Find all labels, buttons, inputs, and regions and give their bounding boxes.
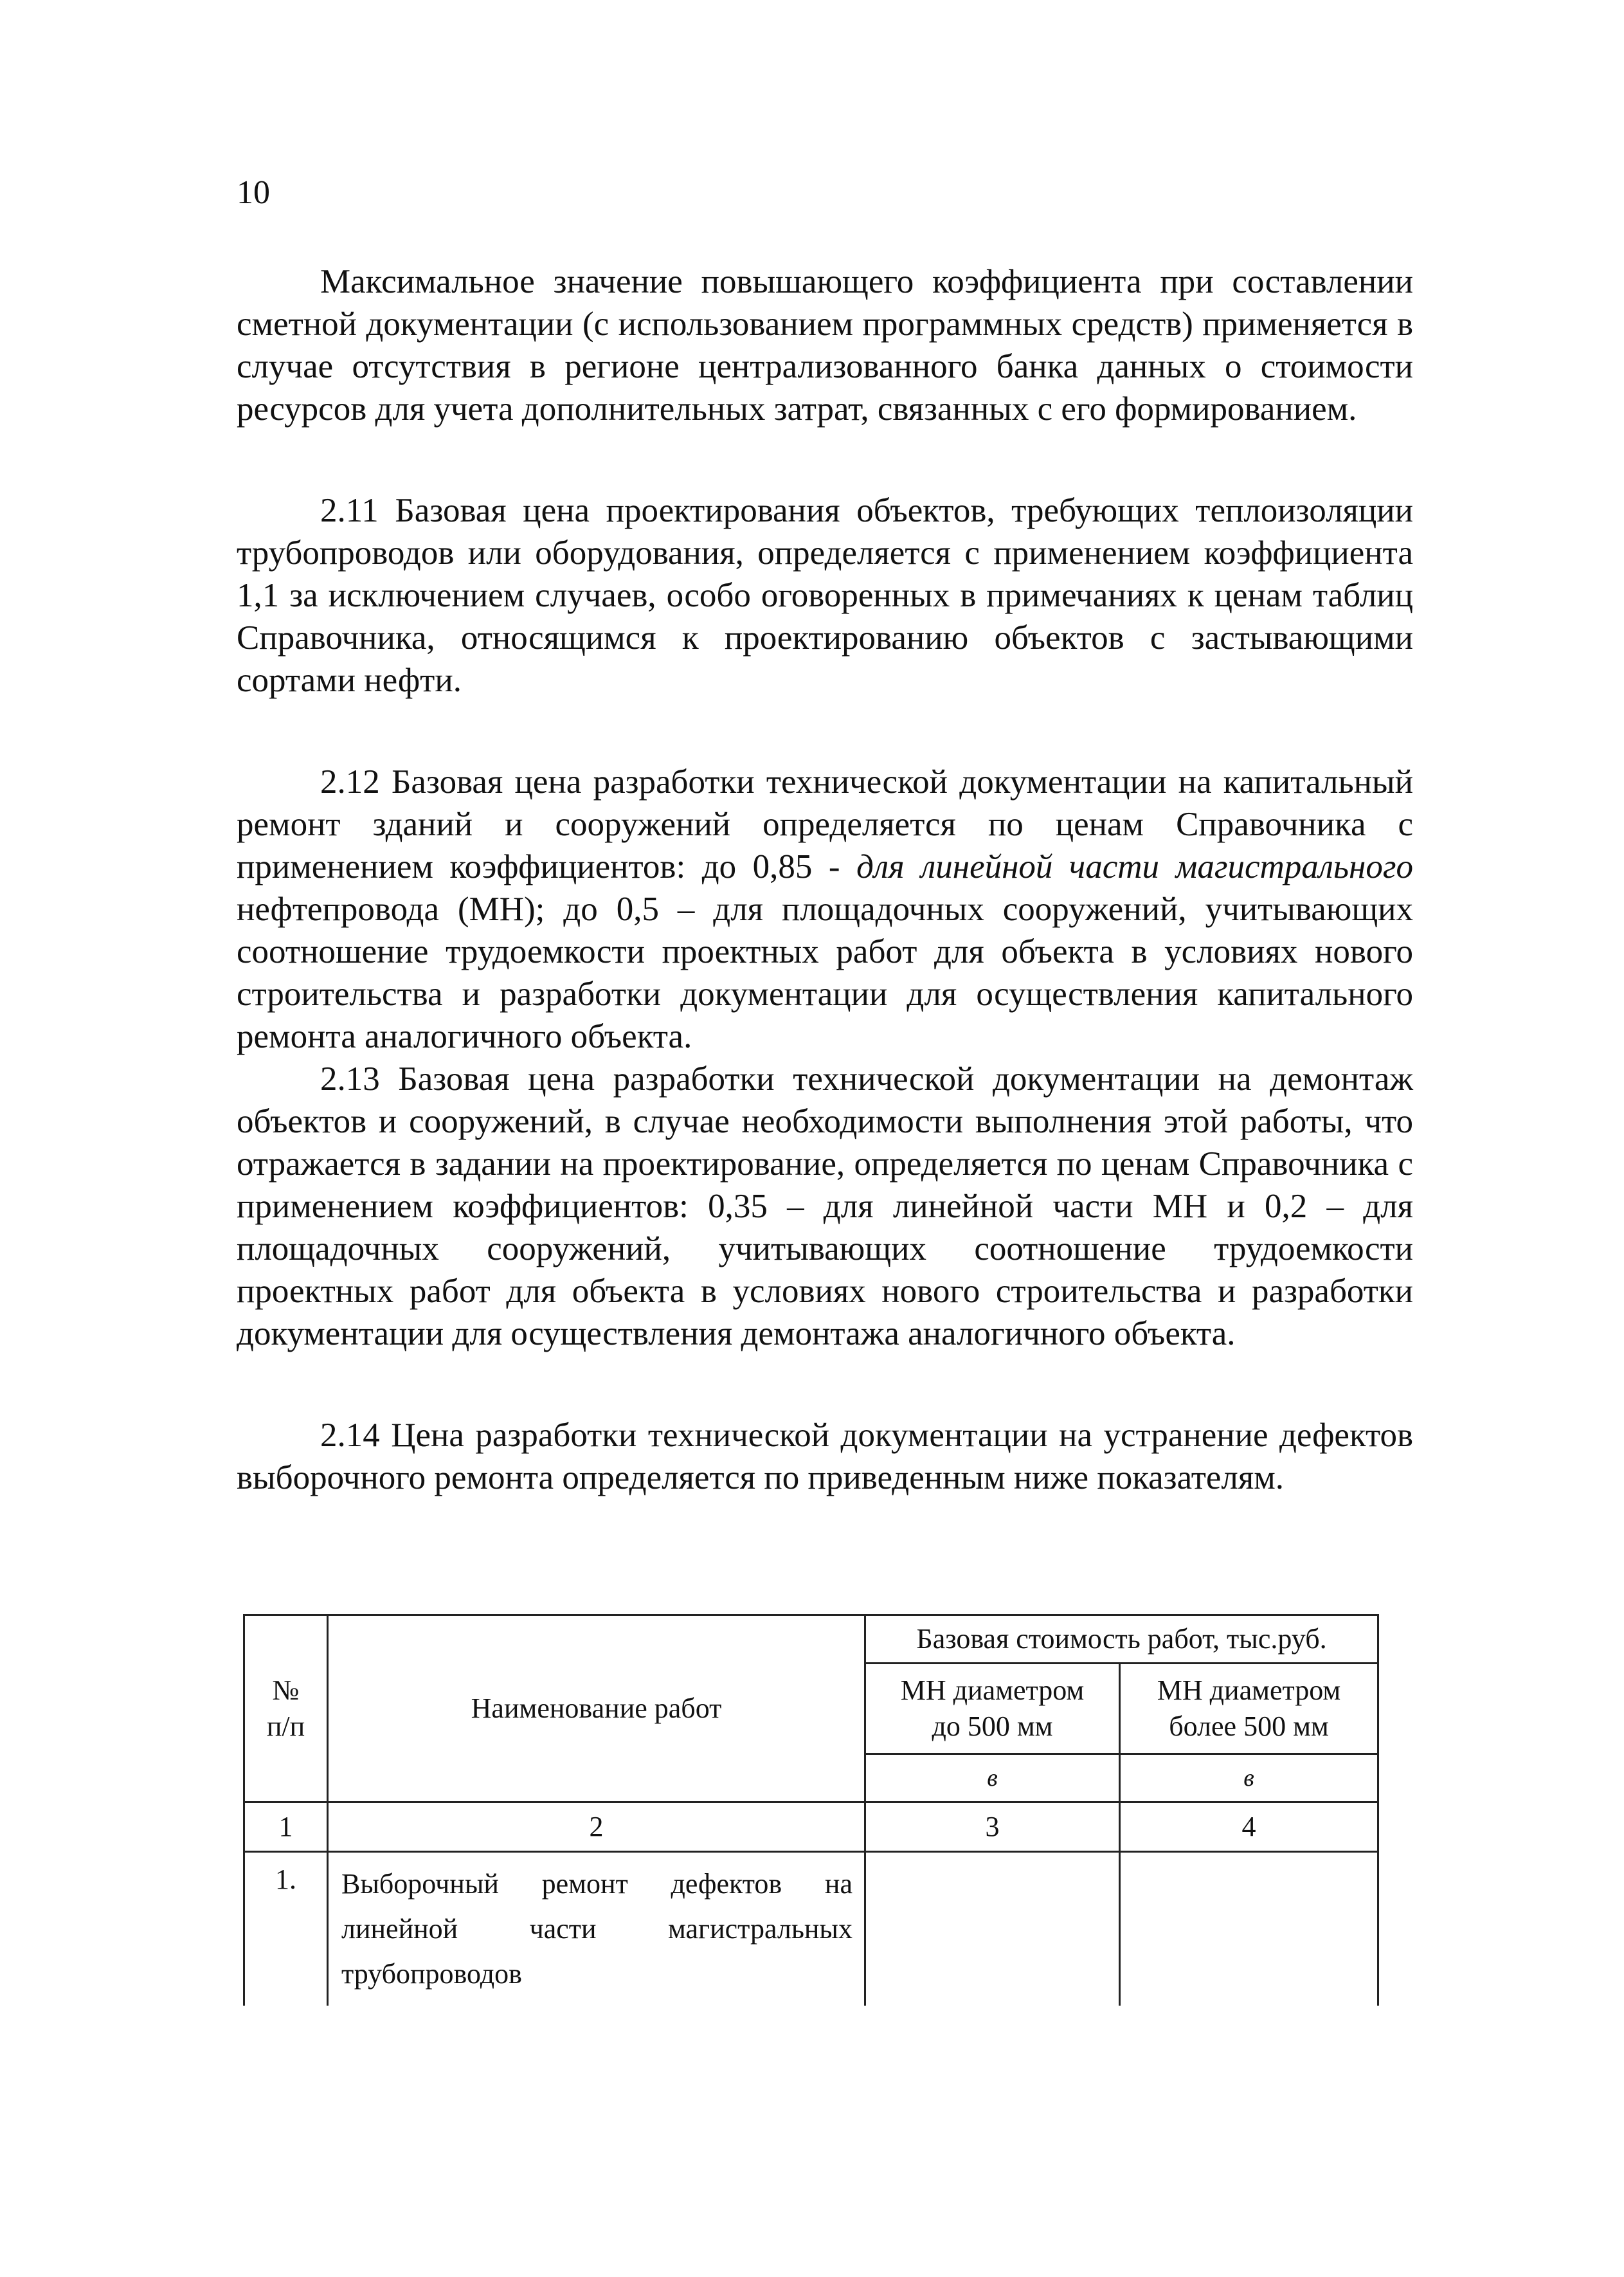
row-num: 1. [244,1852,328,2006]
row-value-a [865,1852,1120,2006]
header-base-cost: Базовая стоимость работ, тыс.руб. [865,1615,1378,1664]
paragraph-2-14: 2.14 Цена разработки технической документации на устранение дефектов выборочного ремонта определяется по приведенным ниже показателям. [237,1417,1413,1496]
header-unit-a: в [865,1754,1120,1802]
paragraph-2-12-part-1: 2.12 Базовая цена разработки технической документации на капитальный ремонт зданий и сооружений определяется по ценам Справочника с применением коэффициентов: до 0,85 - [237,763,1413,885]
header-diameter-under-500: МН диаметром до 500 мм [865,1664,1120,1754]
cost-table [243,1614,1379,2006]
paragraph-2-12 [237,761,1413,1058]
table-row [244,1852,1378,2006]
cost-table-container [243,1614,1377,2006]
column-number-2: 2 [328,1802,865,1852]
document-body [237,260,1413,1499]
row-value-b [1120,1852,1378,2006]
paragraph-2-12-italic: для линейной части магистрального [856,848,1414,885]
row-name: Выборочный ремонт дефектов на линейной части магистральных трубопроводов [328,1852,865,2006]
paragraph-2-11: 2.11 Базовая цена проектирования объектов, требующих теплоизоляции трубопроводов или оборудования, определяется с применением коэффициента 1,1 за исключением случаев, особо оговоренных в примечаниях к ценам таблиц Справочника, относящимся к проектированию объектов с застывающими сортами нефти. [237,492,1413,699]
header-unit-b: в [1120,1754,1378,1802]
column-number-4: 4 [1120,1802,1378,1852]
page-number: 10 [237,174,270,211]
paragraph-max-coefficient: Максимальное значение повышающего коэффициента при составлении сметной документации (с использованием программных средств) применяется в случае отсутствия в регионе централизованного банка данных о стоимости ресурсов для учета дополнительных затрат, связанных с его формированием. [237,263,1413,428]
header-name: Наименование работ [328,1615,865,1802]
header-diameter-over-500: МН диаметром более 500 мм [1120,1664,1378,1754]
paragraph-2-13: 2.13 Базовая цена разработки технической документации на демонтаж объектов и сооружений, в случае необходимости выполнения этой работы, что отражается в задании на проектирование, определяется по ценам Справочника с применением коэффициентов: 0,35 – для линейной части МН и 0,2 – для площадочных сооружений, учитывающих соотношение трудоемкости проектных работ для объекта в условиях нового строительства и разработки документации для осуществления демонтажа аналогичного объекта. [237,1060,1413,1352]
paragraph-2-12-part-2: нефтепровода (МН); до 0,5 – для площадочных сооружений, учитывающих соотношение трудоемкости проектных работ для объекта в условиях нового строительства и разработки документации для осуществления капитального ремонта аналогичного объекта. [237,891,1413,1055]
header-num: № п/п [244,1615,328,1802]
column-number-1: 1 [244,1802,328,1852]
column-number-3: 3 [865,1802,1120,1852]
